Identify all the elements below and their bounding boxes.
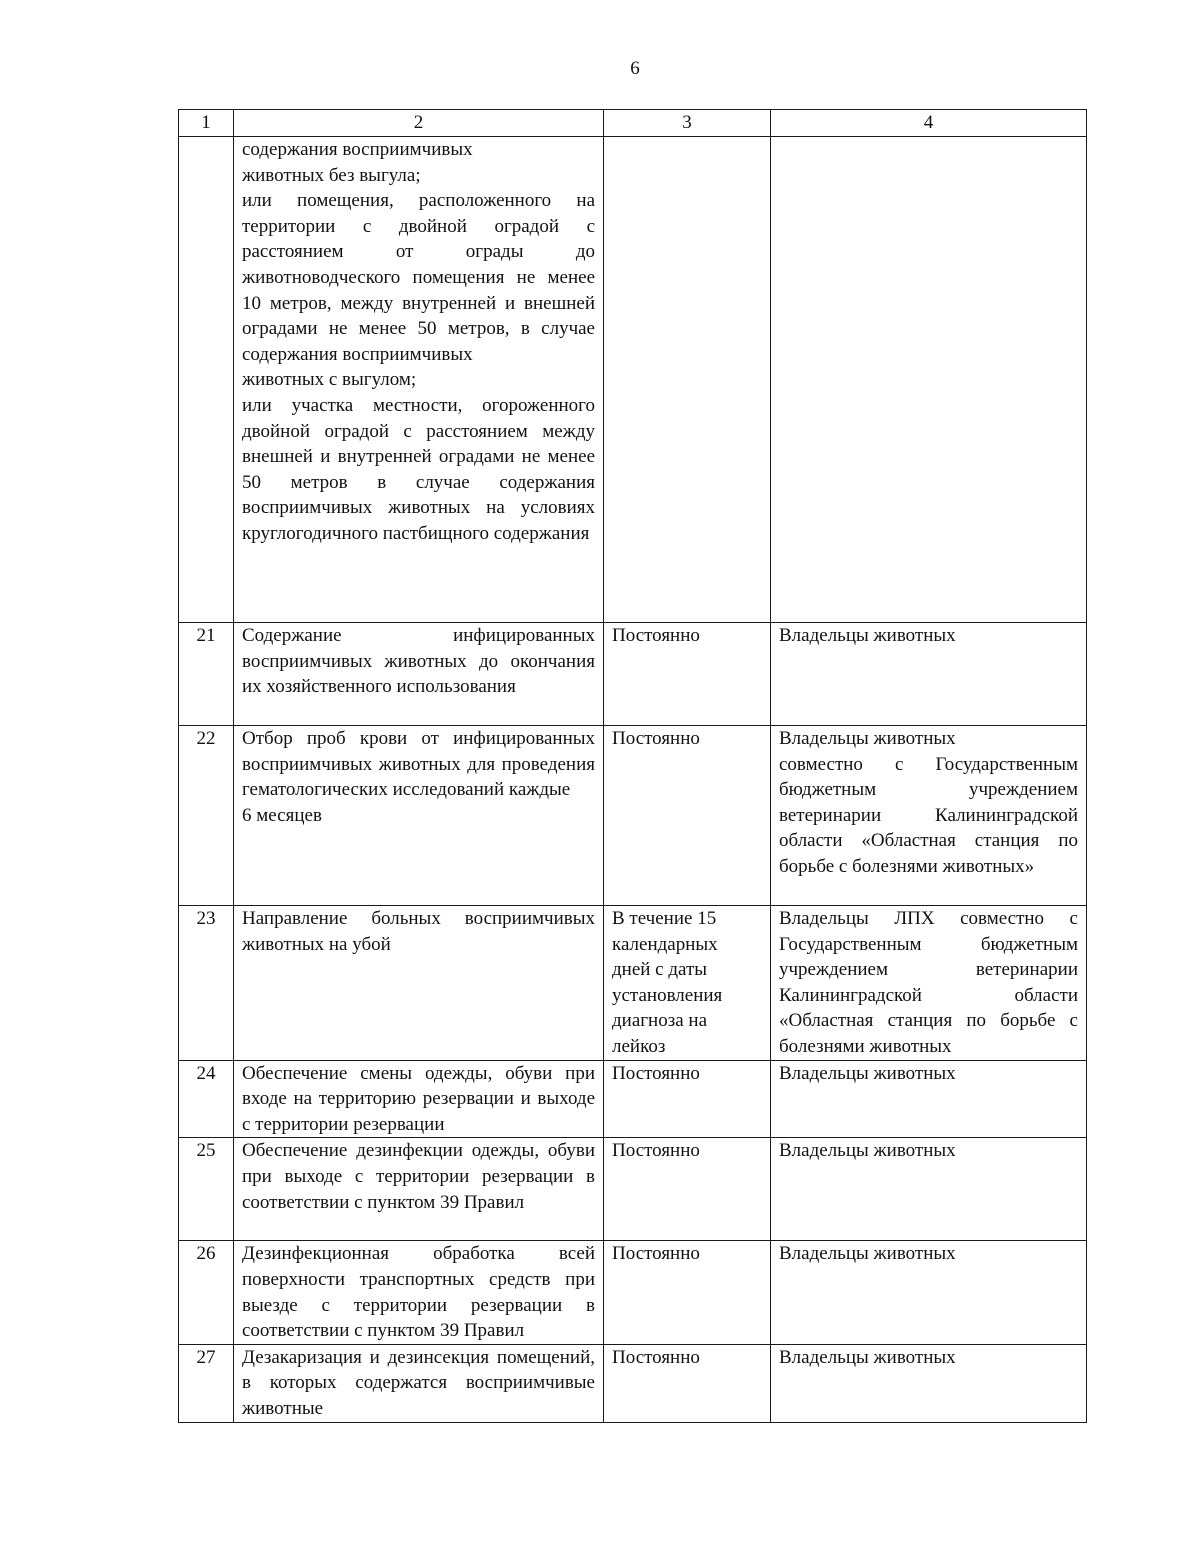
measure-responsible: Владельцы животных совместно с Государственным бюджетным учреждением ветеринарии Калининградской области «Областная станция по борьбе с болезнями животных» — [771, 726, 1087, 906]
row-number: 24 — [179, 1060, 234, 1138]
measure-description: Дезакаризация и дезинсекция помещений, в которых содержатся восприимчивые животные — [234, 1344, 604, 1422]
measure-responsible: Владельцы животных — [771, 1060, 1087, 1138]
column-header-4: 4 — [771, 110, 1087, 137]
column-header-1: 1 — [179, 110, 234, 137]
row-number: 26 — [179, 1241, 234, 1344]
table-row-22 — [179, 726, 1087, 906]
measure-description: Дезинфекционная обработка всей поверхности транспортных средств при выезде с территории резервации в соответствии с пунктом 39 Правил — [234, 1241, 604, 1344]
table-row-24 — [179, 1060, 1087, 1138]
table-row-27 — [179, 1344, 1087, 1422]
row-number: 21 — [179, 623, 234, 726]
measure-term: Постоянно — [604, 1060, 771, 1138]
row-number: 23 — [179, 906, 234, 1061]
measure-term: Постоянно — [604, 1241, 771, 1344]
measure-term: Постоянно — [604, 726, 771, 906]
measure-responsible — [771, 137, 1087, 623]
table-row-26 — [179, 1241, 1087, 1344]
measure-term: В течение 15 календарных дней с даты установления диагноза на лейкоз — [604, 906, 771, 1061]
row-number — [179, 137, 234, 623]
measure-term: Постоянно — [604, 1138, 771, 1241]
table-header-row — [179, 110, 1087, 137]
row-number: 27 — [179, 1344, 234, 1422]
measure-description: Отбор проб крови от инфицированных восприимчивых животных для проведения гематологических исследований каждые 6 месяцев — [234, 726, 604, 906]
measure-responsible: Владельцы животных — [771, 1241, 1087, 1344]
table-row-continuation — [179, 137, 1087, 623]
page-number: 6 — [630, 58, 640, 79]
measure-term: Постоянно — [604, 1344, 771, 1422]
row-number: 22 — [179, 726, 234, 906]
measures-table — [178, 109, 1087, 1423]
measure-term — [604, 137, 771, 623]
row-number: 25 — [179, 1138, 234, 1241]
measure-description: Обеспечение дезинфекции одежды, обуви при выходе с территории резервации в соответствии с пунктом 39 Правил — [234, 1138, 604, 1241]
measure-description: Обеспечение смены одежды, обуви при входе на территорию резервации и выходе с территории резервации — [234, 1060, 604, 1138]
table-row-21 — [179, 623, 1087, 726]
table-row-23 — [179, 906, 1087, 1061]
measure-responsible: Владельцы ЛПХ совместно с Государственным бюджетным учреждением ветеринарии Калининградской области «Областная станция по борьбе с болезнями животных — [771, 906, 1087, 1061]
measure-responsible: Владельцы животных — [771, 1344, 1087, 1422]
table-row-25 — [179, 1138, 1087, 1241]
measure-responsible: Владельцы животных — [771, 1138, 1087, 1241]
column-header-2: 2 — [234, 110, 604, 137]
measure-description: содержания восприимчивых животных без выгула; или помещения, расположенного на территории с двойной оградой с расстоянием от ограды до животноводческого помещения не менее 10 метров, между внутренней и внешней оградами не менее 50 метров, в случае содержания восприимчивых животных с выгулом; или участка местности, огороженного двойной оградой с расстоянием между внешней и внутренней оградами не менее 50 метров в случае содержания восприимчивых животных на условиях круглогодичного пастбищного содержания — [234, 137, 604, 623]
measure-description: Направление больных восприимчивых животных на убой — [234, 906, 604, 1061]
measure-description: Содержание инфицированных восприимчивых животных до окончания их хозяйственного использования — [234, 623, 604, 726]
measure-responsible: Владельцы животных — [771, 623, 1087, 726]
measure-term: Постоянно — [604, 623, 771, 726]
column-header-3: 3 — [604, 110, 771, 137]
